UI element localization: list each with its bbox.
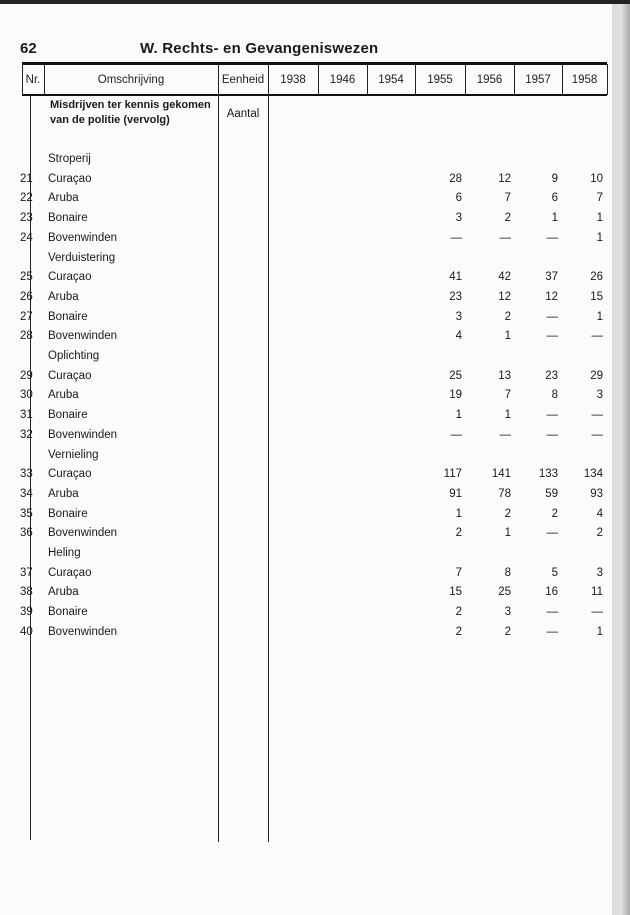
table-row	[0, 564, 610, 584]
cell-value: 12	[498, 172, 511, 185]
row-description: Bovenwinden	[48, 527, 118, 540]
cell-value: 1	[596, 310, 603, 323]
cell-value: 1	[504, 330, 511, 343]
cell-value: 141	[491, 468, 511, 481]
table-top-rule	[22, 62, 607, 65]
cell-value: 3	[455, 310, 462, 323]
row-number: 25	[20, 271, 33, 284]
cell-value: 78	[498, 487, 511, 500]
cell-value: 25	[498, 586, 511, 599]
row-description: Curaçao	[48, 369, 92, 382]
table-row	[0, 386, 610, 406]
row-description: Bovenwinden	[48, 625, 118, 638]
column-header: 1955	[427, 74, 453, 86]
cell-value: 6	[455, 192, 462, 205]
cell-value: 117	[443, 468, 462, 481]
cell-value: 134	[583, 468, 603, 481]
cell-value: 59	[545, 487, 558, 500]
column-header: Omschrijving	[97, 74, 165, 86]
page-top-edge	[0, 0, 630, 4]
row-description: Curaçao	[48, 566, 92, 579]
cell-value: 16	[545, 586, 558, 599]
cell-value: 91	[449, 487, 462, 500]
column-header: 1946	[329, 74, 356, 86]
table-row	[0, 268, 610, 288]
table-row	[0, 288, 610, 308]
row-description: Bonaire	[48, 409, 88, 422]
cell-value: 2	[455, 606, 462, 619]
column-header: Nr.	[25, 74, 41, 86]
cell-value: —	[591, 330, 603, 343]
cell-value: 4	[455, 330, 462, 343]
table-row	[0, 367, 610, 387]
table-row	[0, 249, 610, 269]
cell-value: —	[546, 527, 558, 540]
table-row	[0, 583, 610, 603]
cell-value: —	[546, 625, 558, 638]
cell-value: 93	[590, 487, 603, 500]
cell-value: —	[546, 409, 558, 422]
row-number: 31	[20, 409, 33, 422]
cell-value: 15	[590, 290, 603, 303]
cell-value: 9	[551, 172, 558, 185]
cell-value: 3	[455, 212, 462, 225]
header-bottom-rule	[22, 94, 607, 96]
subheading: Verduistering	[48, 251, 116, 264]
row-description: Aruba	[48, 389, 79, 402]
cell-value: 2	[504, 507, 511, 520]
subheading: Stroperij	[48, 153, 91, 165]
row-description: Bovenwinden	[48, 428, 118, 441]
column-header: 1956	[476, 74, 503, 86]
subheading: Heling	[48, 547, 81, 559]
cell-value: 2	[504, 310, 511, 323]
cell-value: 1	[455, 507, 462, 520]
table-row	[0, 209, 610, 229]
cell-value: —	[499, 231, 511, 244]
cell-value: —	[591, 428, 603, 441]
cell-value: 2	[455, 625, 462, 638]
column-header: 1957	[525, 74, 551, 86]
unit-label: Aantal	[226, 108, 260, 120]
table-row	[0, 524, 610, 544]
row-description: Curaçao	[48, 271, 92, 284]
cell-value: 133	[538, 468, 558, 481]
cell-value: 10	[590, 172, 603, 185]
cell-value: 2	[455, 527, 462, 540]
cell-value: 6	[551, 192, 558, 205]
cell-value: 19	[449, 389, 462, 402]
row-description: Bonaire	[48, 507, 88, 520]
cell-value: 1	[551, 212, 558, 225]
cell-value: 3	[596, 389, 603, 402]
cell-value: 41	[449, 271, 462, 284]
row-description: Bonaire	[48, 606, 88, 619]
cell-value: 11	[591, 586, 603, 599]
row-number: 22	[20, 192, 33, 205]
row-description: Curaçao	[48, 172, 92, 185]
row-number: 35	[20, 507, 33, 520]
cell-value: —	[591, 606, 603, 619]
cell-value: 26	[590, 271, 603, 284]
cell-value: 12	[498, 290, 511, 303]
row-number: 26	[20, 290, 33, 303]
cell-value: 29	[590, 369, 603, 382]
row-number: 29	[20, 369, 33, 382]
column-header: 1954	[378, 74, 404, 86]
cell-value: 1	[504, 409, 511, 422]
row-number: 40	[20, 625, 33, 638]
page-binding-shadow	[612, 0, 630, 915]
table-row	[0, 485, 610, 505]
cell-value: 1	[596, 212, 603, 225]
cell-value: —	[591, 409, 603, 422]
row-number: 36	[20, 527, 33, 540]
table-row	[0, 465, 610, 485]
cell-value: —	[546, 231, 558, 244]
table-row	[0, 446, 610, 466]
table-row	[0, 623, 610, 643]
row-number: 28	[20, 330, 33, 343]
cell-value: 1	[596, 231, 603, 244]
row-description: Bovenwinden	[48, 330, 118, 343]
column-rule	[607, 64, 608, 95]
table-row	[0, 505, 610, 525]
row-number: 30	[20, 389, 33, 402]
cell-value: —	[450, 231, 462, 244]
cell-value: —	[450, 428, 462, 441]
row-description: Curaçao	[48, 468, 92, 481]
cell-value: 7	[504, 389, 511, 402]
table-row	[0, 327, 610, 347]
row-number: 39	[20, 606, 33, 619]
row-description: Aruba	[48, 487, 79, 500]
cell-value: —	[546, 606, 558, 619]
cell-value: 5	[551, 566, 558, 579]
table-row	[0, 189, 610, 209]
cell-value: 3	[504, 606, 511, 619]
cell-value: 7	[455, 566, 462, 579]
table-row	[0, 426, 610, 446]
column-header: Eenheid	[221, 74, 265, 86]
row-number: 34	[20, 487, 33, 500]
page-title: W. Rechts- en Gevangeniswezen	[140, 40, 379, 57]
row-description: Bovenwinden	[48, 231, 118, 244]
cell-value: —	[546, 310, 558, 323]
row-description: Aruba	[48, 290, 79, 303]
cell-value: 2	[596, 527, 603, 540]
table-row	[0, 603, 610, 623]
cell-value: —	[499, 428, 511, 441]
cell-value: 42	[498, 271, 511, 284]
row-number: 38	[20, 586, 33, 599]
page-number: 62	[20, 40, 37, 57]
table-row	[0, 347, 610, 367]
cell-value: —	[546, 330, 558, 343]
cell-value: 2	[504, 212, 511, 225]
cell-value: 4	[596, 507, 603, 520]
row-number: 27	[20, 310, 33, 323]
cell-value: 13	[498, 369, 511, 382]
section-heading: Misdrijven ter kennis gekomen van de politie (vervolg)	[50, 99, 211, 126]
table-row	[0, 308, 610, 328]
table-row	[0, 229, 610, 249]
subheading: Vernieling	[48, 448, 99, 461]
cell-value: 23	[449, 290, 462, 303]
cell-value: 12	[545, 290, 558, 303]
table-row	[0, 150, 610, 170]
cell-value: 28	[449, 172, 462, 185]
cell-value: 15	[449, 586, 462, 599]
cell-value: 1	[455, 409, 462, 422]
table-row	[0, 170, 610, 190]
row-description: Bonaire	[48, 310, 88, 323]
cell-value: 7	[504, 192, 511, 205]
cell-value: 7	[596, 192, 603, 205]
cell-value: 1	[596, 625, 603, 638]
row-description: Bonaire	[48, 212, 88, 225]
row-number: 23	[20, 212, 33, 225]
cell-value: 1	[504, 527, 511, 540]
row-number: 21	[20, 172, 33, 185]
cell-value: 8	[551, 389, 558, 402]
row-number: 32	[20, 428, 33, 441]
cell-value: —	[546, 428, 558, 441]
cell-value: 2	[551, 507, 558, 520]
row-number: 33	[20, 468, 33, 481]
subheading: Oplichting	[48, 350, 100, 362]
row-number: 24	[20, 231, 33, 244]
cell-value: 37	[545, 271, 558, 284]
table-row	[0, 544, 610, 564]
row-description: Aruba	[48, 192, 79, 205]
cell-value: 23	[545, 369, 558, 382]
row-description: Aruba	[48, 586, 79, 599]
cell-value: 25	[449, 369, 462, 382]
column-header: 1958	[571, 74, 598, 86]
cell-value: 2	[504, 625, 511, 638]
table-row	[0, 406, 610, 426]
column-header: 1938	[280, 74, 306, 86]
cell-value: 8	[504, 566, 511, 579]
cell-value: 3	[596, 566, 603, 579]
row-number: 37	[20, 566, 33, 579]
